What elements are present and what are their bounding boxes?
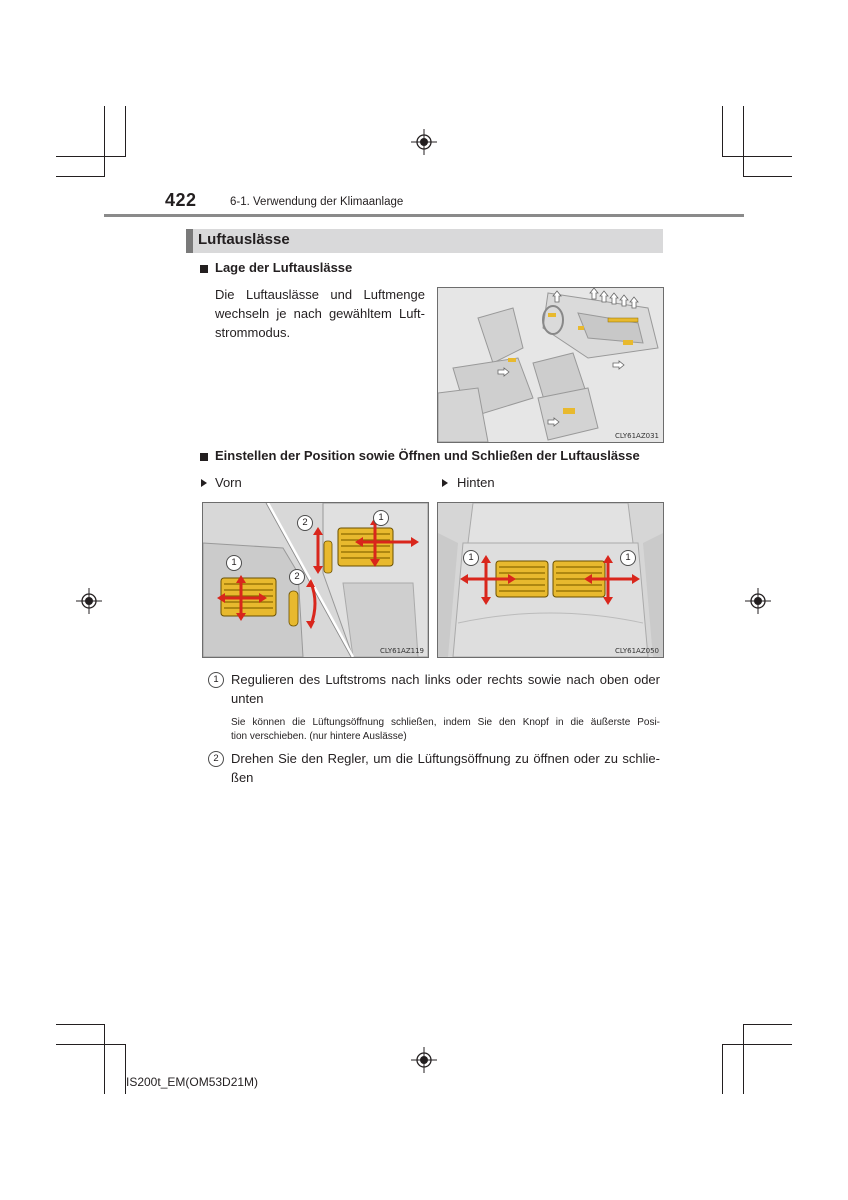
document-code: IS200t_EM(OM53D21M) (126, 1075, 259, 1089)
label-rear: Hinten (457, 475, 495, 490)
callout-2-icon: 2 (289, 569, 305, 585)
instruction-number-2-icon: 2 (208, 751, 224, 767)
instruction-2-line-1: Drehen Sie den Regler, um die Lüftungsöffnung zu öffnen oder zu schlie- (231, 751, 660, 766)
rear-vents-illustration (438, 503, 663, 657)
crop-mark-tr-v2 (743, 106, 744, 176)
figure-code-front: CLY61AZ119 (380, 647, 424, 655)
crop-mark-tr-v (722, 106, 723, 156)
section-accent (186, 229, 193, 253)
location-text-line-2: wechseln je nach gewähltem Luft- (215, 306, 425, 321)
registration-mark-right-icon (745, 588, 771, 614)
triangle-bullet-icon (201, 479, 207, 487)
figure-code-locations: CLY61AZ031 (615, 432, 659, 440)
location-text-line-1: Die Luftauslässe und Luftmenge (215, 287, 425, 302)
instruction-number-1-icon: 1 (208, 672, 224, 688)
crop-mark-bl-h2 (56, 1044, 126, 1045)
instruction-2-line-2: ßen (231, 770, 254, 785)
location-text-line-3: strommodus. (215, 325, 291, 340)
front-vents-illustration (203, 503, 428, 657)
chapter-title: 6-1. Verwendung der Klimaanlage (230, 196, 404, 208)
instruction-1-line-2: unten (231, 691, 264, 706)
figure-code-rear: CLY61AZ050 (615, 647, 659, 655)
crop-mark-bl-h (56, 1024, 105, 1025)
crop-mark-bl-v (104, 1024, 105, 1094)
subsection-heading-location: Lage der Luftauslässe (215, 260, 353, 275)
bullet-square-icon (200, 265, 208, 273)
callout-1-icon: 1 (226, 555, 242, 571)
callout-1-icon: 1 (373, 510, 389, 526)
label-front: Vorn (215, 475, 242, 490)
crop-mark-br-v (722, 1044, 723, 1094)
crop-mark-br-h2 (722, 1044, 792, 1045)
crop-mark-tl-h2 (56, 176, 105, 177)
bullet-square-icon (200, 453, 208, 461)
figure-front-vents (202, 502, 429, 658)
crop-mark-br-v2 (743, 1024, 744, 1094)
interior-illustration (438, 288, 663, 442)
registration-mark-top-icon (411, 129, 437, 155)
crop-mark-tl-v2 (125, 106, 126, 156)
figure-rear-vents (437, 502, 664, 658)
instruction-1-line-1: Regulieren des Luftstroms nach links oder rechts sowie nach oben oder (231, 672, 660, 687)
crop-mark-tl-h (56, 156, 126, 157)
callout-1-icon: 1 (463, 550, 479, 566)
crop-mark-tl-v (104, 106, 105, 176)
figure-vent-locations (437, 287, 664, 443)
registration-mark-bottom-icon (411, 1047, 437, 1073)
page-number: 422 (165, 190, 197, 210)
crop-mark-tr-h2 (743, 176, 792, 177)
section-title: Luftauslässe (198, 231, 290, 248)
registration-mark-left-icon (76, 588, 102, 614)
callout-1-icon: 1 (620, 550, 636, 566)
instruction-1-note-line-2: tion verschieben. (nur hintere Auslässe) (231, 731, 407, 742)
callout-2-icon: 2 (297, 515, 313, 531)
section-title-bar (186, 229, 663, 253)
triangle-bullet-icon (442, 479, 448, 487)
instruction-1-note-line-1: Sie können die Lüftungsöffnung schließen, indem Sie den Knopf in die äußerste Posi- (231, 717, 660, 728)
crop-mark-br-h (743, 1024, 792, 1025)
header-rule (104, 214, 744, 217)
crop-mark-tr-h (722, 156, 792, 157)
subsection-heading-adjust: Einstellen der Position sowie Öffnen und Schließen der Luftauslässe (215, 448, 640, 463)
